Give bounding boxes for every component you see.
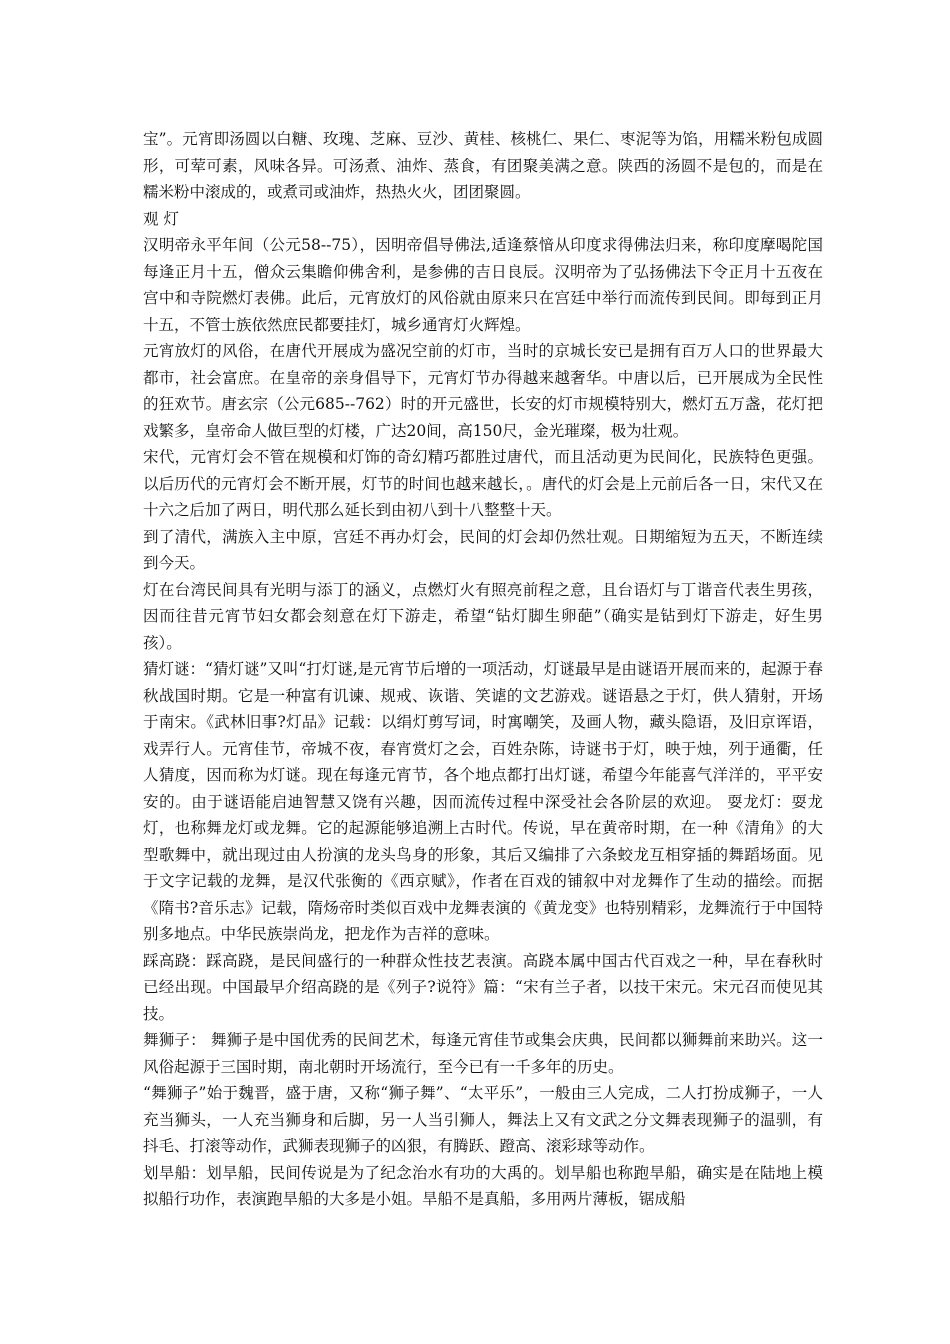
- paragraph-taiwan-lanterns: 灯在台湾民间具有光明与添丁的涵义，点燃灯火有照亮前程之意，且台语灯与丁谐音代表生男孩，因而往昔元宵节妇女都会刻意在灯下游走，希望“钻灯脚生卵葩”（确实是钻到灯下游走，好生男孩）。: [143, 580, 823, 652]
- paragraph-lion-dance: 舞狮子： 舞狮子是中国优秀的民间艺术，每逢元宵佳节或集会庆典，民间都以狮舞前来助兴。这一风俗起源于三国时期，南北朝时开场流行，至今已有一千多年的历史。: [143, 1031, 823, 1076]
- heading-guan-deng: 观 灯: [143, 209, 179, 228]
- paragraph-stilts: 踩高跷：踩高跷，是民间盛行的一种群众性技艺表演。高跷本属中国古代百戏之一种，早在春秋时已经出现。中国最早介绍高跷的是《列子?说符》篇：“宋有兰子者，以技干宋元。宋元召而使见其技。: [143, 951, 823, 1023]
- paragraph-land-boat: 划旱船：划旱船，民间传说是为了纪念治水有功的大禹的。划旱船也称跑旱船，确实是在陆地上模拟船行功作，表演跑旱船的大多是小姐。旱船不是真船，多用两片薄板，锯成船: [143, 1163, 823, 1208]
- paragraph-qing-dynasty: 到了清代，满族入主中原，宫廷不再办灯会，民间的灯会却仍然壮观。日期缩短为五天，不断连续到今天。: [143, 527, 823, 572]
- document-page: [143, 126, 823, 1213]
- paragraph-han-mingdi: 汉明帝永平年间（公元58--75），因明帝倡导佛法,适逢蔡愔从印度求得佛法归来，称印度摩喝陀国每逢正月十五，僧众云集瞻仰佛舍利，是参佛的吉日良辰。汉明帝为了弘扬佛法下令正月十五夜在宫中和寺院燃灯表佛。此后，元宵放灯的风俗就由原来只在宫廷中举行而流传到民间。即每到正月十五，不管士族依然庶民都要挂灯，城乡通宵灯火辉煌。: [143, 236, 823, 334]
- paragraph-song-dynasty: 宋代，元宵灯会不管在规模和灯饰的奇幻精巧都胜过唐代，而且活动更为民间化，民族特色更强。以后历代的元宵灯会不断开展，灯节的时间也越来越长，。唐代的灯会是上元前后各一日，宋代又在十六之后加了两日，明代那么延长到由初八到十八整整十天。: [143, 448, 823, 519]
- paragraph-lantern-riddles-dragon-dance: 猜灯谜：“猜灯谜”又叫“打灯谜,是元宵节后增的一项活动，灯谜最早是由谜语开展而来的，起源于春秋战国时期。它是一种富有讥谏、规戒、诙谐、笑谑的文艺游戏。谜语悬之于灯，供人猜射，开场于南宋。《武林旧事?灯品》记载：以绢灯剪写词，时寓嘲笑，及画人物，藏头隐语，及旧京诨语，戏弄行人。元宵佳节，帝城不夜，春宵赏灯之会，百姓杂陈，诗谜书于灯，映于烛，列于通衢，任人猜度，因而称为灯谜。现在每逢元宵节，各个地点都打出灯谜，希望今年能喜气洋洋的，平平安安的。由于谜语能启迪智慧又饶有兴趣，因而流传过程中深受社会各阶层的欢迎。 耍龙灯：耍龙灯，也称舞龙灯或龙舞。它的起源能够追溯上古时代。传说，早在黄帝时期，在一种《清角》的大型歌舞中，就出现过由人扮演的龙头鸟身的形象，其后又编排了六条蛟龙互相穿插的舞蹈场面。见于文字记载的龙舞，是汉代张衡的《西京赋》，作者在百戏的铺叙中对龙舞作了生动的描绘。而据《隋书?音乐志》记载，隋炀帝时类似百戏中龙舞表演的《黄龙变》也特别精彩，龙舞流行于中国特别多地点。中华民族崇尚龙，把龙作为吉祥的意味。: [143, 660, 823, 943]
- paragraph-tang-dynasty: 元宵放灯的风俗，在唐代开展成为盛况空前的灯市，当时的京城长安已是拥有百万人口的世界最大都市，社会富庶。在皇帝的亲身倡导下，元宵灯节办得越来越奢华。中唐以后，已开展成为全民性的狂欢节。唐玄宗（公元685--762）时的开元盛世，长安的灯市规模特别大，燃灯五万盏，花灯把戏繁多，皇帝命人做巨型的灯楼，广达20间，高150尺，金光璀璨，极为壮观。: [143, 342, 823, 440]
- paragraph-lion-dance-detail: “舞狮子”始于魏晋，盛于唐，又称“狮子舞”、“太平乐”，一般由三人完成，二人打扮成狮子，一人充当狮头，一人充当狮身和后脚，另一人当引狮人，舞法上又有文武之分文舞表现狮子的温驯，有抖毛、打滚等动作，武狮表现狮子的凶狠，有腾跃、蹬高、滚彩球等动作。: [143, 1084, 823, 1155]
- paragraph-yuanxiao-tangyuan: 宝”。元宵即汤圆以白糖、玫瑰、芝麻、豆沙、黄桂、核桃仁、果仁、枣泥等为馅，用糯米粉包成圆形，可荤可素，风味各异。可汤煮、油炸、蒸食，有团聚美满之意。陕西的汤圆不是包的，而是在糯米粉中滚成的，或煮司或油炸，热热火火，团团聚圆。: [143, 130, 823, 201]
